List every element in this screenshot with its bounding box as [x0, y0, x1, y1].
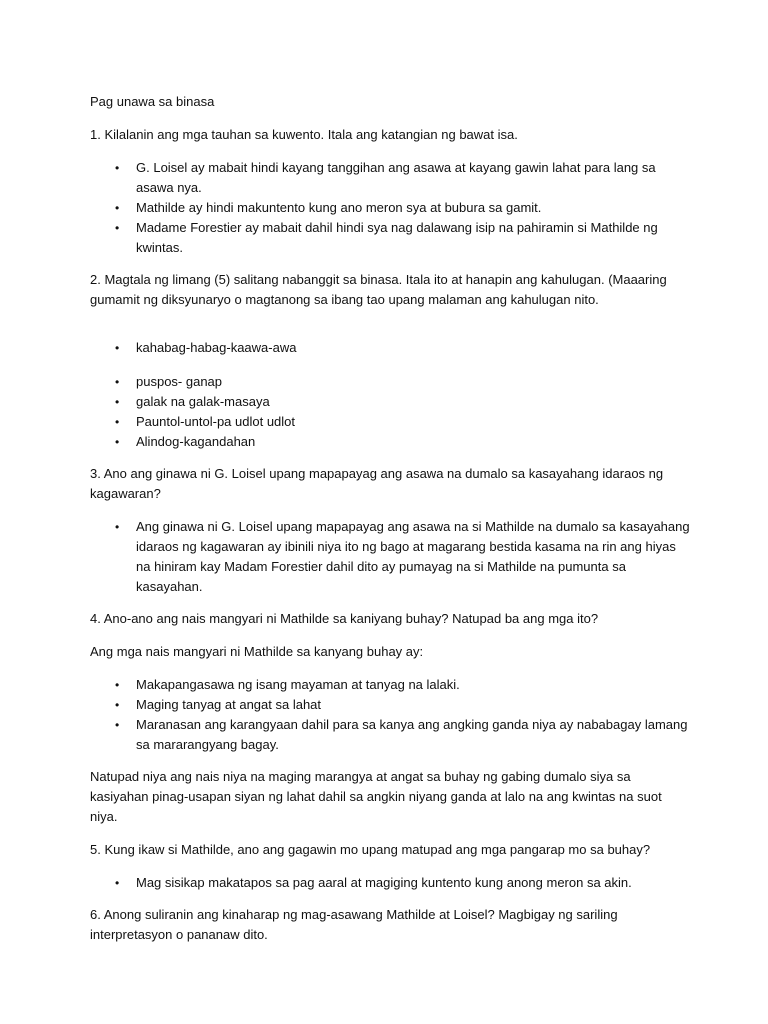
list-item: • puspos- ganap	[90, 372, 690, 392]
answer-list-3	[90, 517, 690, 597]
page-title: Pag unawa sa binasa	[90, 94, 215, 109]
bullet-icon: •	[115, 161, 120, 175]
list-item: • Pauntol-untol-pa udlot udlot	[90, 412, 690, 432]
list-item: • Mathilde ay hindi makuntento kung ano meron sya at bubura sa gamit.	[90, 198, 690, 218]
document-body	[90, 92, 690, 958]
question-1: 1. Kilalanin ang mga tauhan sa kuwento. Itala ang katangian ng bawat isa.	[90, 127, 518, 142]
bullet-icon: •	[115, 221, 120, 235]
bullet-icon: •	[115, 718, 120, 732]
question-4: 4. Ano-ano ang nais mangyari ni Mathilde sa kaniyang buhay? Natupad ba ang mga ito?	[90, 611, 599, 626]
answer-list-4	[90, 675, 690, 755]
bullet-icon: •	[115, 201, 120, 215]
list-item: • Alindog-kagandahan	[90, 432, 690, 452]
question-5: 5. Kung ikaw si Mathilde, ano ang gagawin mo upang matupad ang mga pangarap mo sa buhay?	[90, 842, 651, 857]
list-item: • Ang ginawa ni G. Loisel upang mapapayag ang asawa na si Mathilde na dumalo sa kasayahang idaraos ng kagawaran ay ibinili niya ito ng bago at magarang bestida kasama na rin ang hiyas na hiniram kay Madam Forestier dahil dito ay pumayag na si Mathilde na pumunta sa kasayahan.	[115, 519, 690, 594]
answer-intro-4: Ang mga nais mangyari ni Mathilde sa kanyang buhay ay:	[90, 644, 424, 659]
question-2: 2. Magtala ng limang (5) salitang nabanggit sa binasa. Itala ito at hanapin ang kahulugan. (Maaaring gumamit ng diksyunaryo o magtanong sa ibang tao upang malaman ang kahulugan nito.	[90, 272, 667, 307]
answer-list-5	[90, 873, 690, 893]
bullet-icon: •	[115, 520, 120, 534]
list-item: • Madame Forestier ay mabait dahil hindi sya nag dalawang isip na pahiramin si Mathilde ng kwintas.	[115, 220, 658, 255]
question-6: 6. Anong suliranin ang kinaharap ng mag-asawang Mathilde at Loisel? Magbigay ng sariling interpretasyon o pananaw dito.	[90, 907, 618, 942]
answer-list-2a	[90, 338, 690, 358]
list-item: • Makapangasawa ng isang mayaman at tanyag na lalaki.	[90, 675, 690, 695]
bullet-icon: •	[115, 395, 120, 409]
answer-list-2b	[90, 372, 690, 452]
list-item: • Mag sisikap makatapos sa pag aaral at magiging kuntento kung anong meron sa akin.	[90, 873, 690, 893]
bullet-icon: •	[115, 415, 120, 429]
answer-list-1	[90, 158, 690, 258]
bullet-icon: •	[115, 876, 120, 890]
list-item: • Maranasan ang karangyaan dahil para sa kanya ang angking ganda niya ay nababagay lamang sa mararangyang bagay.	[115, 717, 688, 752]
list-item: • G. Loisel ay mabait hindi kayang tanggihan ang asawa at kayang gawin lahat para lang sa asawa nya.	[115, 160, 656, 195]
bullet-icon: •	[115, 341, 120, 355]
list-item: • Maging tanyag at angat sa lahat	[90, 695, 690, 715]
list-item: • kahabag-habag-kaawa-awa	[90, 338, 690, 358]
bullet-icon: •	[115, 678, 120, 692]
bullet-icon: •	[115, 375, 120, 389]
bullet-icon: •	[115, 435, 120, 449]
list-item: • galak na galak-masaya	[90, 392, 690, 412]
answer-conclusion-4: Natupad niya ang nais niya na maging marangya at angat sa buhay ng gabing dumalo siya sa kasiyahan pinag-usapan siyan ng lahat dahil sa angkin niyang ganda at lalo na ang kwintas na suot niya.	[90, 769, 662, 824]
bullet-icon: •	[115, 698, 120, 712]
question-3: 3. Ano ang ginawa ni G. Loisel upang mapapayag ang asawa na dumalo sa kasayahang idaraos ng kagawaran?	[90, 466, 664, 501]
